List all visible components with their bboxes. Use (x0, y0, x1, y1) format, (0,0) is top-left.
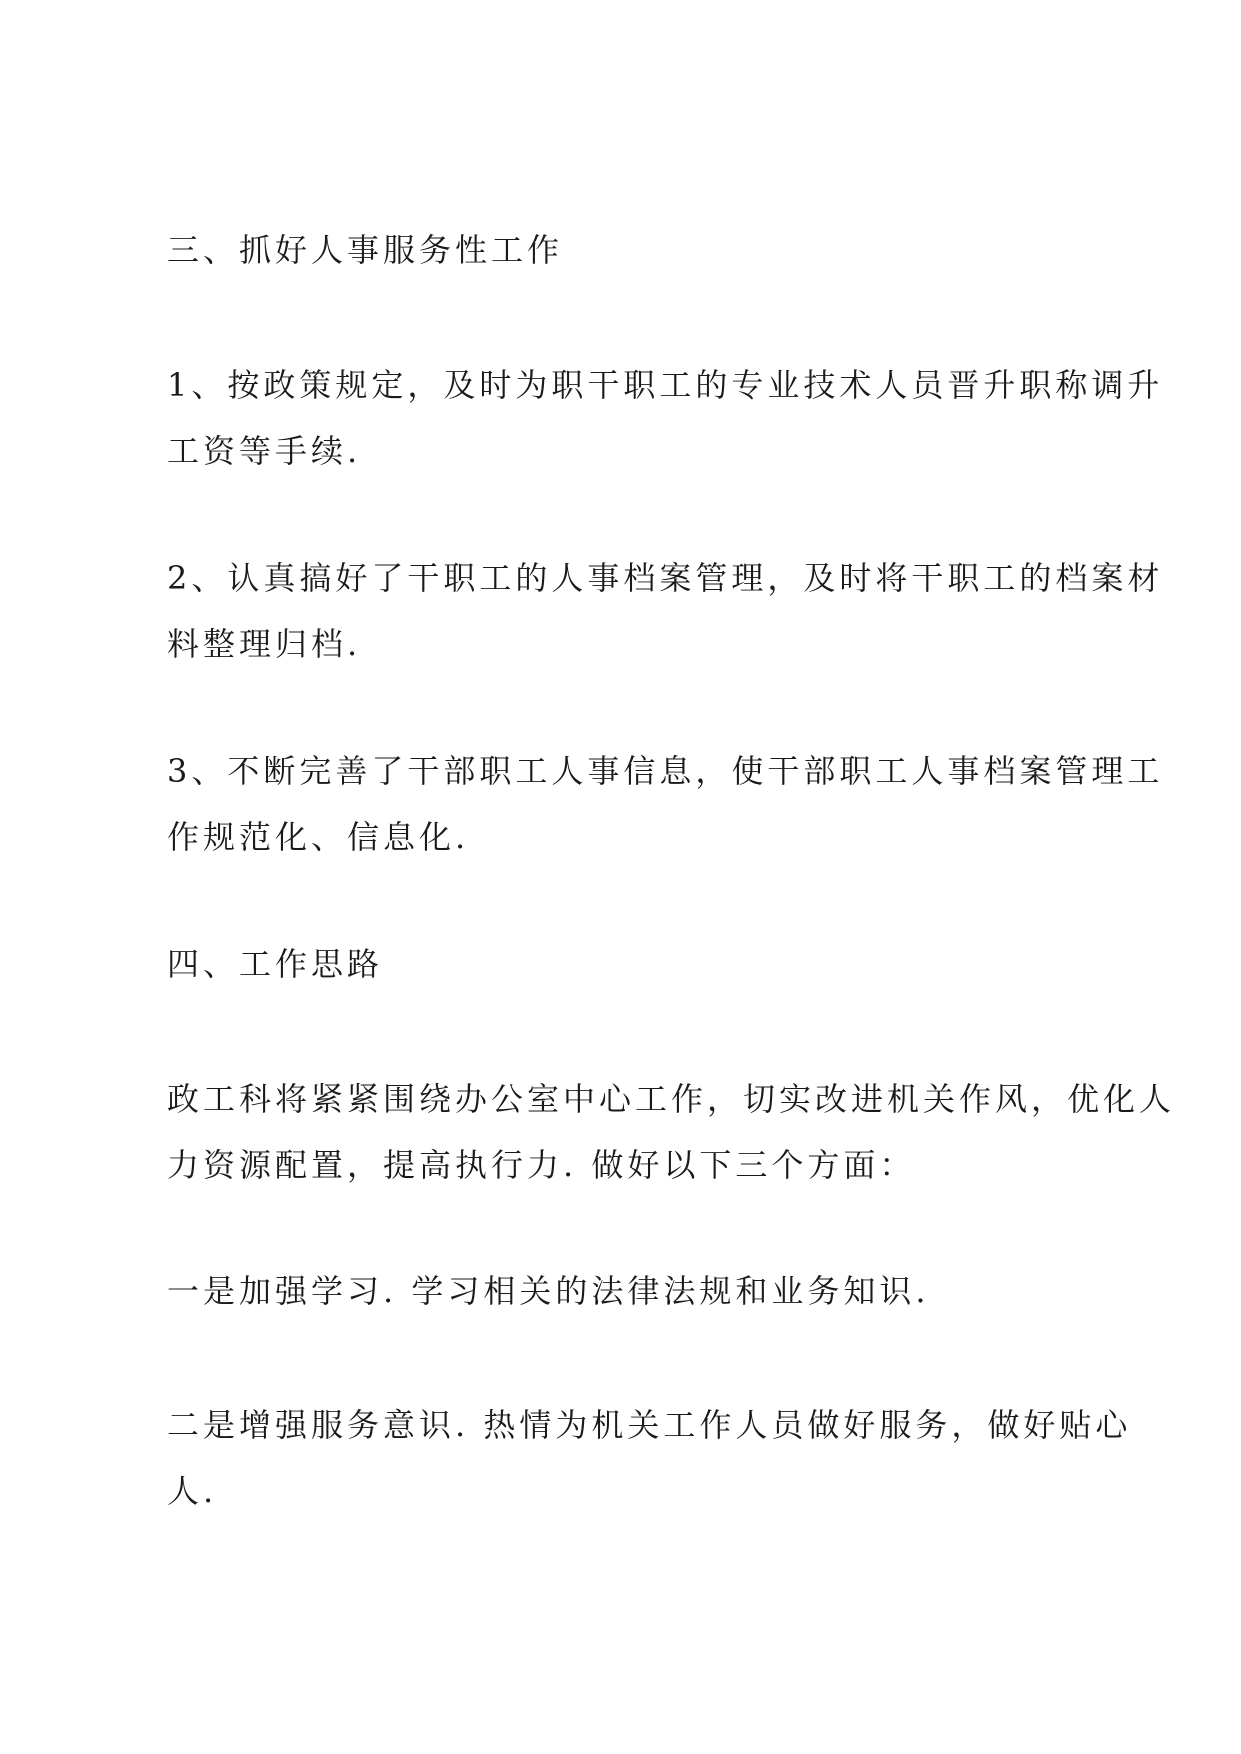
text-line: 1、按政策规定，及时为职干职工的专业技术人员晋升职称调升 (167, 366, 1164, 404)
text-line: 二是增强服务意识. 热情为机关工作人员做好服务，做好贴心 (167, 1406, 1132, 1444)
list-item (167, 352, 1164, 484)
list-item (167, 545, 1164, 677)
text-line: 料整理归档. (167, 625, 362, 663)
text-line: 工资等手续. (167, 432, 362, 470)
text-line: 政工科将紧紧围绕办公室中心工作，切实改进机关作风，优化人 (167, 1080, 1176, 1118)
text-line: 3、不断完善了干部职工人事信息，使干部职工人事档案管理工 (167, 752, 1164, 790)
text-line: 力资源配置，提高执行力. 做好以下三个方面： (167, 1146, 916, 1184)
section-heading (167, 931, 1097, 997)
list-item (167, 738, 1164, 870)
text-line: 三、抓好人事服务性工作 (167, 231, 564, 269)
paragraph (167, 1392, 1132, 1524)
paragraph (167, 1258, 1097, 1324)
text-line: 人. (167, 1472, 218, 1510)
text-line: 四、工作思路 (167, 945, 384, 983)
text-line: 2、认真搞好了干职工的人事档案管理，及时将干职工的档案材 (167, 559, 1164, 597)
section-heading (167, 217, 1097, 283)
paragraph (167, 1066, 1176, 1198)
text-line: 一是加强学习. 学习相关的法律法规和业务知识. (167, 1272, 930, 1310)
text-line: 作规范化、信息化. (167, 818, 470, 856)
